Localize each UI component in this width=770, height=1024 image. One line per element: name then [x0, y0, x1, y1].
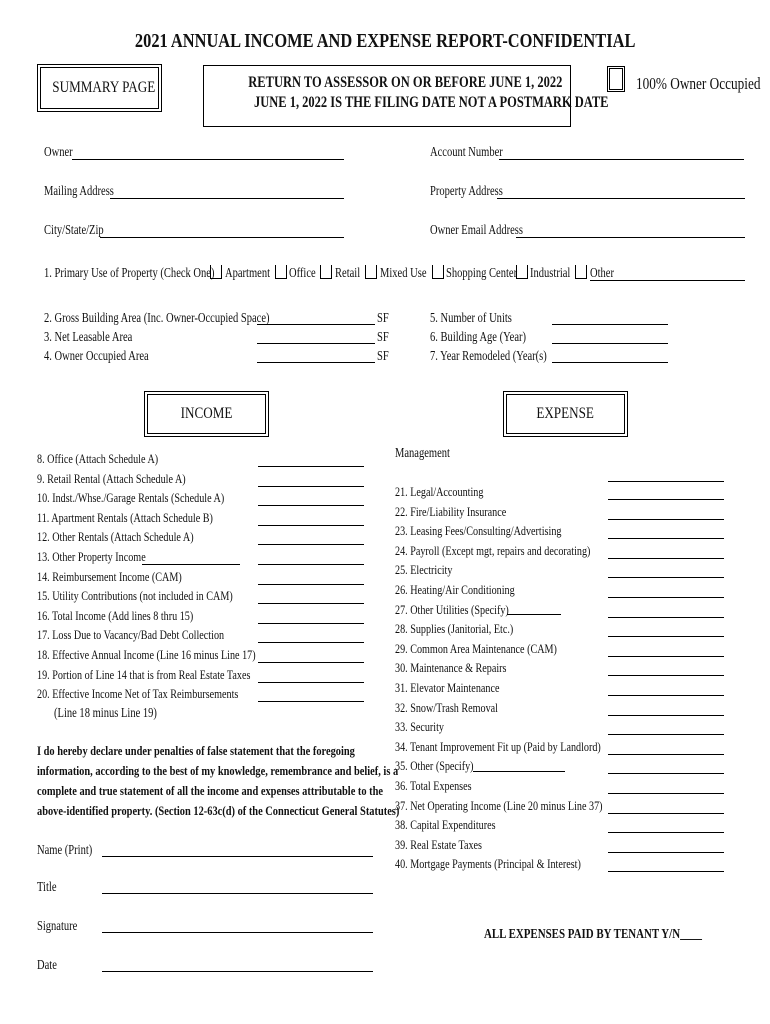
income-amount-field[interactable] — [258, 525, 364, 526]
expense-amount-field[interactable] — [608, 793, 724, 794]
retail-option: Retail — [335, 265, 361, 280]
owner-occ-area-unit: SF — [377, 348, 389, 363]
expense-item: 25. Electricity — [395, 562, 453, 577]
city-state-zip-label: City/State/Zip — [44, 222, 104, 237]
other-property-income-specify[interactable] — [142, 564, 240, 565]
name-print-field[interactable] — [102, 856, 373, 857]
owner-email-field[interactable] — [516, 237, 745, 238]
expense-amount-field[interactable] — [608, 538, 724, 539]
expense-item: 34. Tenant Improvement Fit up (Paid by Landlord) — [395, 739, 601, 754]
form-title: 2021 ANNUAL INCOME AND EXPENSE REPORT-CONFIDENTIAL — [134, 30, 636, 52]
account-number-label: Account Number — [430, 144, 503, 159]
expense-amount-field[interactable] — [608, 773, 724, 774]
other-checkbox[interactable] — [575, 265, 587, 279]
income-item: 11. Apartment Rentals (Attach Schedule B) — [37, 510, 213, 525]
property-address-field[interactable] — [497, 198, 745, 199]
mailing-address-field[interactable] — [110, 198, 344, 199]
income-item: 18. Effective Annual Income (Line 16 minus Line 17) — [37, 647, 256, 662]
expense-amount-field[interactable] — [608, 656, 724, 657]
management-field[interactable] — [608, 481, 724, 482]
expense-item: 29. Common Area Maintenance (CAM) — [395, 641, 557, 656]
income-heading-box — [144, 391, 269, 437]
expense-amount-field[interactable] — [608, 871, 724, 872]
expense-amount-field[interactable] — [608, 499, 724, 500]
expense-amount-field[interactable] — [608, 617, 724, 618]
expense-amount-field[interactable] — [608, 754, 724, 755]
tenant-expenses-label: ALL EXPENSES PAID BY TENANT Y/N____ — [484, 927, 702, 942]
expense-amount-field[interactable] — [608, 813, 724, 814]
expense-item: 31. Elevator Maintenance — [395, 680, 500, 695]
management-label: Management — [395, 445, 450, 460]
income-amount-field[interactable] — [258, 662, 364, 663]
retail-checkbox[interactable] — [320, 265, 332, 279]
office-option: Office — [289, 265, 316, 280]
age-field[interactable] — [552, 343, 668, 344]
title-field[interactable] — [102, 893, 373, 894]
name-print-label: Name (Print) — [37, 842, 93, 857]
income-amount-field[interactable] — [258, 701, 364, 702]
declaration — [37, 743, 490, 823]
units-field[interactable] — [552, 324, 668, 325]
apartment-option: Apartment — [225, 265, 271, 280]
income-amount-field[interactable] — [258, 466, 364, 467]
expense-amount-field[interactable] — [608, 597, 724, 598]
owner-field[interactable] — [72, 159, 344, 160]
income-item: 8. Office (Attach Schedule A) — [37, 451, 159, 466]
date-label: Date — [37, 957, 57, 972]
income-item: 15. Utility Contributions (not included in CAM) — [37, 588, 233, 603]
remodeled-label: 7. Year Remodeled (Year(s) — [430, 348, 547, 363]
expense-item: 37. Net Operating Income (Line 20 minus Line 37) — [395, 798, 603, 813]
expense-item: 38. Capital Expenditures — [395, 817, 496, 832]
net-area-field[interactable] — [257, 343, 375, 344]
net-area-label: 3. Net Leasable Area — [44, 329, 133, 344]
expense-item: 23. Leasing Fees/Consulting/Advertising — [395, 523, 562, 538]
income-amount-field[interactable] — [258, 642, 364, 643]
net-area-unit: SF — [377, 329, 389, 344]
income-item: 10. Indst./Whse./Garage Rentals (Schedule A) — [37, 490, 225, 505]
expense-amount-field[interactable] — [608, 695, 724, 696]
summary-page-label: SUMMARY PAGE — [52, 79, 156, 96]
signature-field[interactable] — [102, 932, 373, 933]
title-label: Title — [37, 879, 57, 894]
owner-occupied-checkbox[interactable] — [607, 66, 625, 92]
industrial-option: Industrial — [530, 265, 571, 280]
expense-amount-field[interactable] — [608, 734, 724, 735]
expense-item: 39. Real Estate Taxes — [395, 837, 482, 852]
industrial-checkbox[interactable] — [516, 265, 528, 279]
expense-item: 24. Payroll (Except mgt, repairs and decorating) — [395, 543, 591, 558]
mailing-address-label: Mailing Address — [44, 183, 114, 198]
signature-label: Signature — [37, 918, 78, 933]
owner-label: Owner — [44, 144, 73, 159]
income-item: 20. Effective Income Net of Tax Reimbursements — [37, 686, 239, 701]
owner-email-label: Owner Email Address — [430, 222, 524, 237]
declaration-line-4: above-identified property. (Section 12-63c(d) of the Connecticut General Statutes) — [37, 803, 400, 818]
expense-amount-field[interactable] — [608, 715, 724, 716]
expense-item: 21. Legal/Accounting — [395, 484, 484, 499]
income-amount-field[interactable] — [258, 584, 364, 585]
expense-heading-box — [503, 391, 628, 437]
income-amount-field[interactable] — [258, 486, 364, 487]
expense-item: 30. Maintenance & Repairs — [395, 660, 507, 675]
units-label: 5. Number of Units — [430, 310, 512, 325]
owner-occ-area-field[interactable] — [257, 362, 375, 363]
gross-area-label: 2. Gross Building Area (Inc. Owner-Occupied Space) — [44, 310, 270, 325]
remodeled-field[interactable] — [552, 362, 668, 363]
expense-amount-field[interactable] — [608, 577, 724, 578]
expense-item: 33. Security — [395, 719, 445, 734]
expense-item: 26. Heating/Air Conditioning — [395, 582, 515, 597]
primary-use-label: 1. Primary Use of Property (Check One) — [44, 265, 215, 280]
date-field[interactable] — [102, 971, 373, 972]
expense-amount-field[interactable] — [608, 636, 724, 637]
income-item: 9. Retail Rental (Attach Schedule A) — [37, 471, 186, 486]
income-amount-field[interactable] — [258, 603, 364, 604]
income-item-20-continued: (Line 18 minus Line 19) — [54, 705, 157, 720]
other-utilities-specify[interactable] — [507, 614, 561, 615]
mixed-use-checkbox[interactable] — [365, 265, 377, 279]
other-option: Other — [590, 265, 614, 280]
apartment-checkbox[interactable] — [210, 265, 222, 279]
shopping-center-option: Shopping Center — [446, 265, 518, 280]
expense-item: 28. Supplies (Janitorial, Etc.) — [395, 621, 514, 636]
income-item: 17. Loss Due to Vacancy/Bad Debt Collection — [37, 627, 225, 642]
owner-occ-area-label: 4. Owner Occupied Area — [44, 348, 149, 363]
expense-amount-field[interactable] — [608, 832, 724, 833]
declaration-line-3: complete and true statement of all the income and expenses attributable to the — [37, 783, 384, 798]
return-notice-line2: JUNE 1, 2022 IS THE FILING DATE NOT A POSTMARK DATE — [253, 94, 609, 111]
expense-amount-field[interactable] — [608, 852, 724, 853]
expense-amount-field[interactable] — [608, 675, 724, 676]
income-amount-field[interactable] — [258, 505, 364, 506]
income-amount-field[interactable] — [258, 544, 364, 545]
return-notice-box — [203, 65, 609, 127]
mixed-use-option: Mixed Use — [380, 265, 427, 280]
declaration-line-1: I do hereby declare under penalties of false statement that the foregoing — [37, 743, 355, 758]
office-checkbox[interactable] — [275, 265, 287, 279]
income-item: 14. Reimbursement Income (CAM) — [37, 569, 182, 584]
expense-amount-field[interactable] — [608, 558, 724, 559]
gross-area-unit: SF — [377, 310, 389, 325]
income-amount-field[interactable] — [258, 564, 364, 565]
expense-heading: EXPENSE — [536, 405, 595, 422]
income-amount-field[interactable] — [258, 623, 364, 624]
income-item: 13. Other Property Income — [37, 549, 146, 564]
return-notice-line1: RETURN TO ASSESSOR ON OR BEFORE JUNE 1, 2022 — [248, 74, 563, 91]
shopping-center-checkbox[interactable] — [432, 265, 444, 279]
gross-area-field[interactable] — [257, 324, 375, 325]
summary-page-box — [37, 64, 162, 112]
city-state-zip-field[interactable] — [100, 237, 344, 238]
income-item: 12. Other Rentals (Attach Schedule A) — [37, 529, 194, 544]
other-use-field[interactable] — [590, 280, 745, 281]
expense-amount-field[interactable] — [608, 519, 724, 520]
expense-item: 35. Other (Specify) — [395, 758, 474, 773]
expense-item: 36. Total Expenses — [395, 778, 472, 793]
expense-item: 27. Other Utilities (Specify) — [395, 602, 509, 617]
income-item: 19. Portion of Line 14 that is from Real Estate Taxes — [37, 667, 251, 682]
account-number-field[interactable] — [499, 159, 744, 160]
expense-item: 40. Mortgage Payments (Principal & Interest) — [395, 856, 581, 871]
income-amount-field[interactable] — [258, 682, 364, 683]
property-address-label: Property Address — [430, 183, 503, 198]
age-label: 6. Building Age (Year) — [430, 329, 527, 344]
expense-item: 22. Fire/Liability Insurance — [395, 504, 507, 519]
income-item: 16. Total Income (Add lines 8 thru 15) — [37, 608, 194, 623]
declaration-line-2: information, according to the best of my knowledge, remembrance and belief, is a — [37, 763, 399, 778]
expense-item: 32. Snow/Trash Removal — [395, 700, 499, 715]
owner-occupied-label: 100% Owner Occupied — [636, 74, 761, 93]
income-heading: INCOME — [180, 405, 233, 422]
